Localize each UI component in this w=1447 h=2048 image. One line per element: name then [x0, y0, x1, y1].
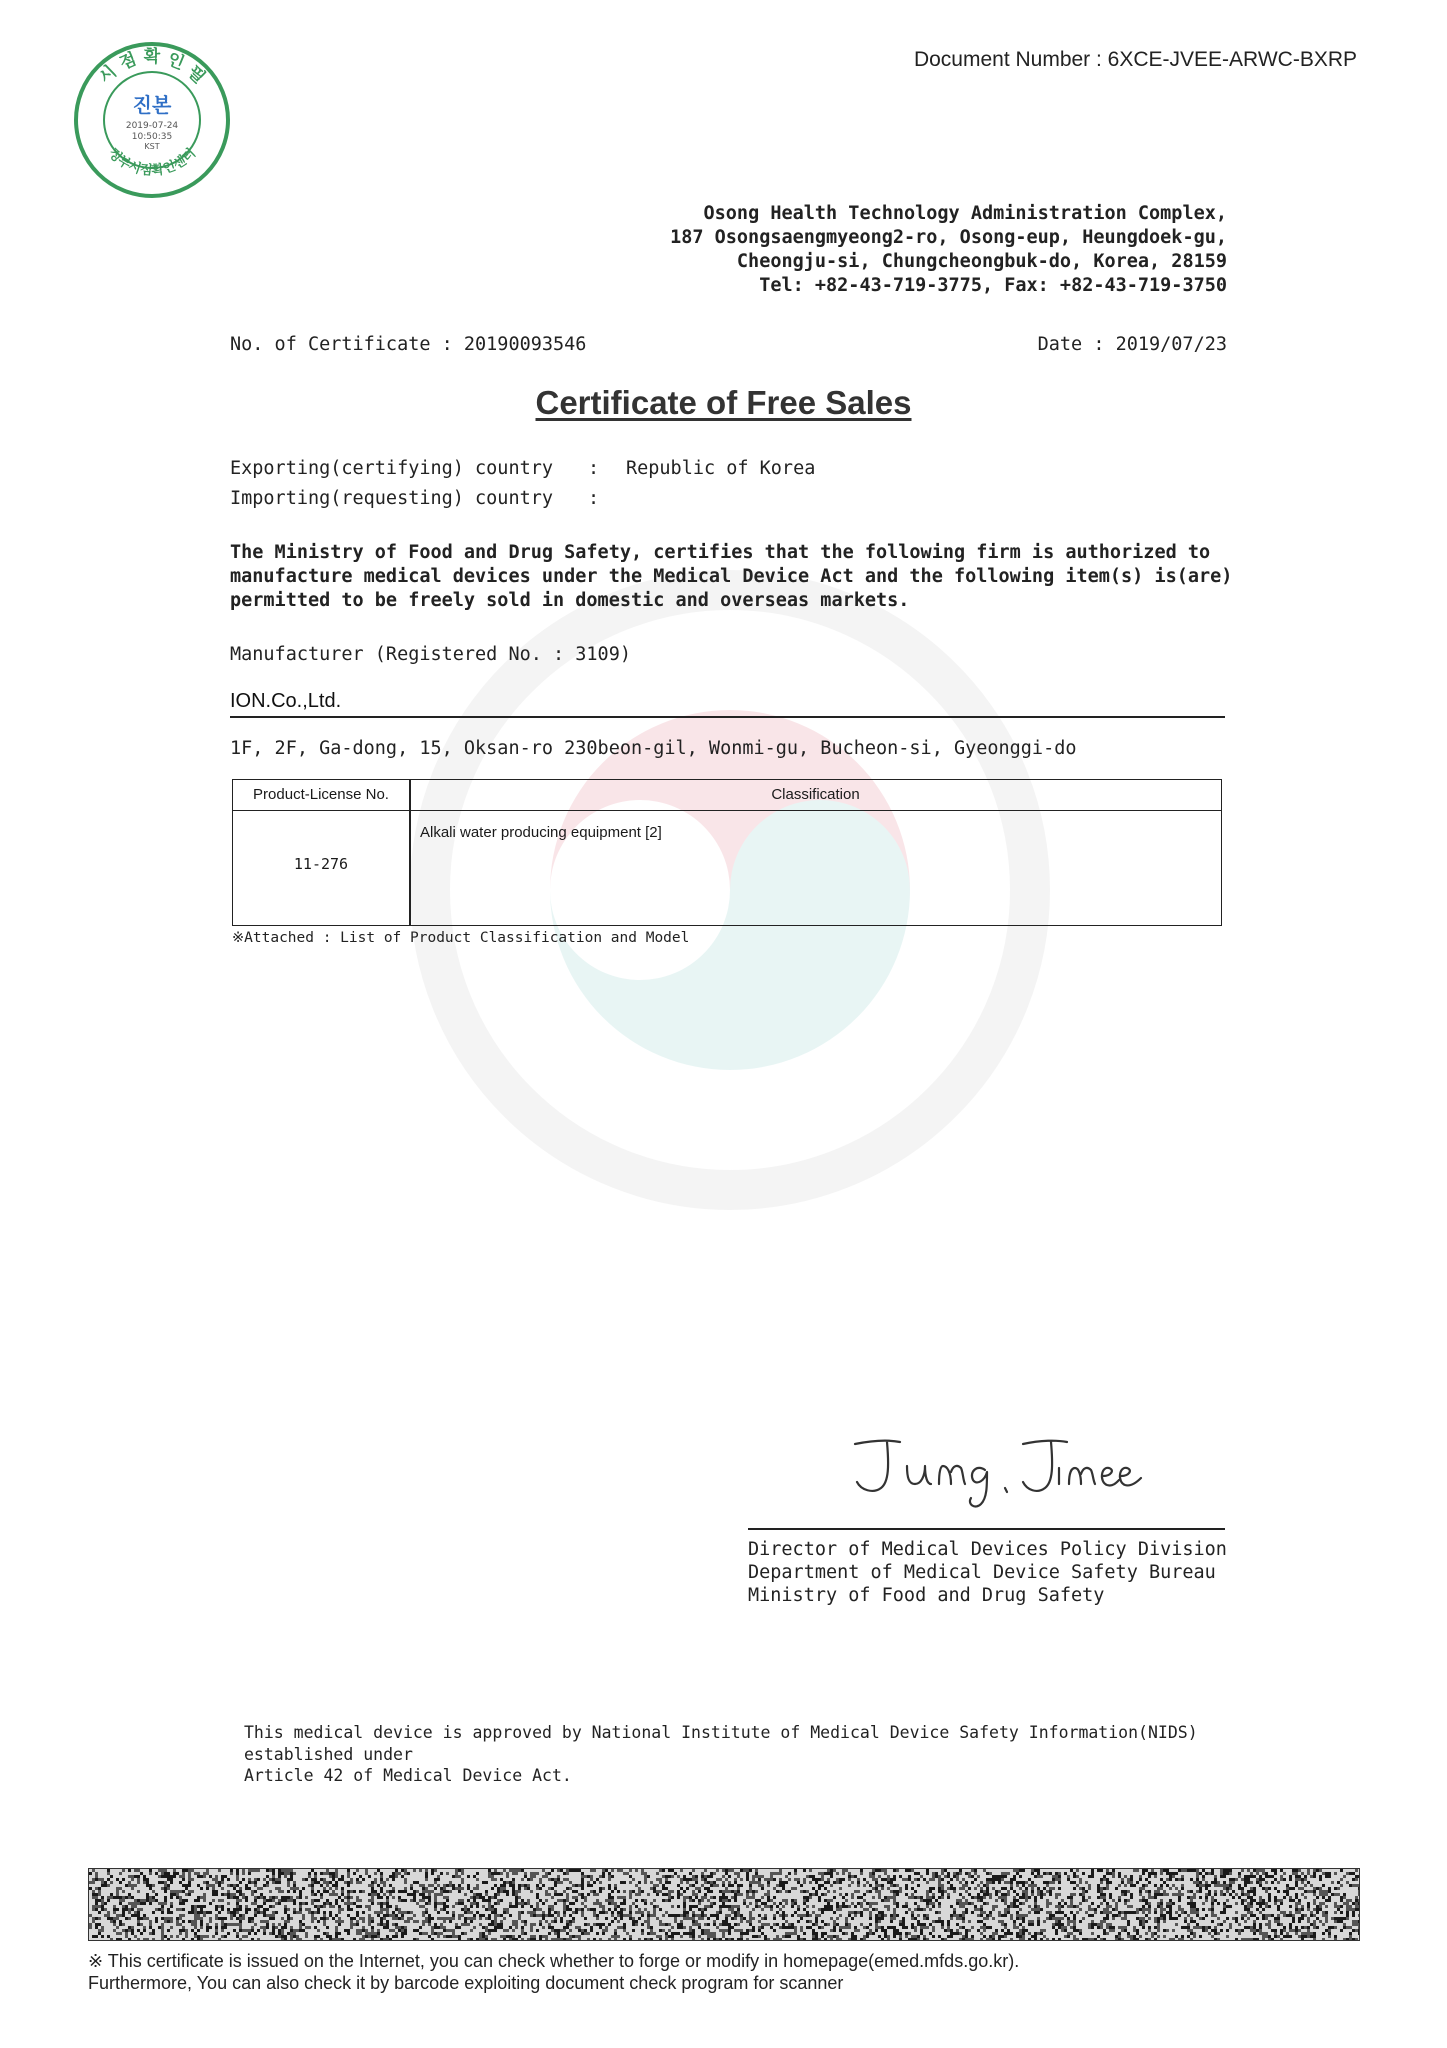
document-number: Document Number : 6XCE-JVEE-ARWC-BXRP — [913, 48, 1357, 71]
seal-bottom-text: 정부시점확인센터 — [104, 145, 200, 179]
importing-country-label: Importing(requesting) country — [230, 488, 554, 509]
manufacturer-address: 1F, 2F, Ga-dong, 15, Oksan-ro 230beon-gil, Wonmi-gu, Bucheon-si, Gyeonggi-do — [230, 738, 1077, 759]
handwritten-signature — [845, 1430, 1145, 1510]
certificate-number: No. of Certificate : 20190093546 — [230, 334, 587, 355]
nids-approval-note — [244, 1722, 1198, 1787]
statement-line: The Ministry of Food and Drug Safety, certifies that the following firm is authorized to — [230, 542, 1211, 563]
page-title: Certificate of Free Sales — [535, 384, 912, 421]
certificate-date: Date : 2019/07/23 — [1037, 334, 1227, 355]
seal-top-text: 시 점 확 인 필 — [95, 47, 209, 88]
footer-line: Furthermore, You can also check it by barcode exploiting document check program for scanner — [88, 1973, 844, 1993]
column-header-classification: Classification — [771, 786, 860, 803]
seal-stamp — [72, 40, 232, 200]
certification-statement — [230, 541, 1233, 613]
importing-country-row — [230, 488, 626, 509]
signature-line — [748, 1528, 1225, 1530]
page-title-wrap — [0, 384, 1447, 422]
exporting-country-row — [230, 458, 815, 479]
address-line: Osong Health Technology Administration Complex, — [703, 203, 1227, 224]
manufacturer-name: ION.Co.,Ltd. — [230, 690, 342, 712]
footer-note — [88, 1950, 1019, 1994]
attached-note: ※Attached : List of Product Classification and Model — [232, 930, 690, 946]
signatory-block — [748, 1538, 1227, 1607]
column-header-license: Product-License No. — [253, 786, 389, 803]
note-line: established under — [244, 1744, 413, 1764]
note-line: This medical device is approved by National Institute of Medical Device Safety Information(NIDS) — [244, 1723, 1198, 1742]
barcode-pattern — [89, 1869, 1359, 1940]
exporting-country-colon: : — [588, 458, 600, 479]
footer-line: ※ This certificate is issued on the Internet, you can check whether to forge or modify in homepage(emed.mfds.go.kr). — [88, 1951, 1020, 1971]
signatory-department: Department of Medical Device Safety Bureau — [748, 1562, 1216, 1583]
seal-zone: KST — [144, 142, 160, 151]
seal-time: 10:50:35 — [131, 132, 173, 142]
statement-line: permitted to be freely sold in domestic and overseas markets. — [230, 590, 910, 611]
address-line: Tel: +82-43-719-3775, Fax: +82-43-719-3750 — [759, 275, 1227, 296]
exporting-country-label: Exporting(certifying) country — [230, 458, 554, 479]
document-barcode — [88, 1868, 1360, 1941]
license-number-cell: 11-276 — [293, 855, 349, 873]
agency-address — [670, 202, 1227, 298]
signatory-ministry: Ministry of Food and Drug Safety — [748, 1585, 1105, 1606]
signatory-title: Director of Medical Devices Policy Division — [748, 1539, 1227, 1560]
svg-text:시 점 확 인 필 — [95, 46, 209, 88]
address-line: 187 Osongsaengmyeong2-ro, Osong-eup, Heungdoek-gu, — [670, 227, 1227, 248]
importing-country-colon: : — [588, 488, 600, 509]
seal-date: 2019-07-24 — [125, 121, 179, 131]
product-table — [232, 779, 1222, 926]
note-line: Article 42 of Medical Device Act. — [244, 1766, 572, 1785]
manufacturer-registration: Manufacturer (Registered No. : 3109) — [230, 644, 631, 665]
address-line: Cheongju-si, Chungcheongbuk-do, Korea, 28159 — [736, 251, 1227, 272]
exporting-country-value: Republic of Korea — [626, 458, 816, 479]
seal-center-text: 진본 — [132, 93, 172, 117]
statement-line: manufacture medical devices under the Medical Device Act and the following item(s) is(are) — [230, 566, 1233, 587]
divider — [230, 716, 1225, 718]
classification-cell: Alkali water producing equipment [2] — [420, 824, 662, 841]
